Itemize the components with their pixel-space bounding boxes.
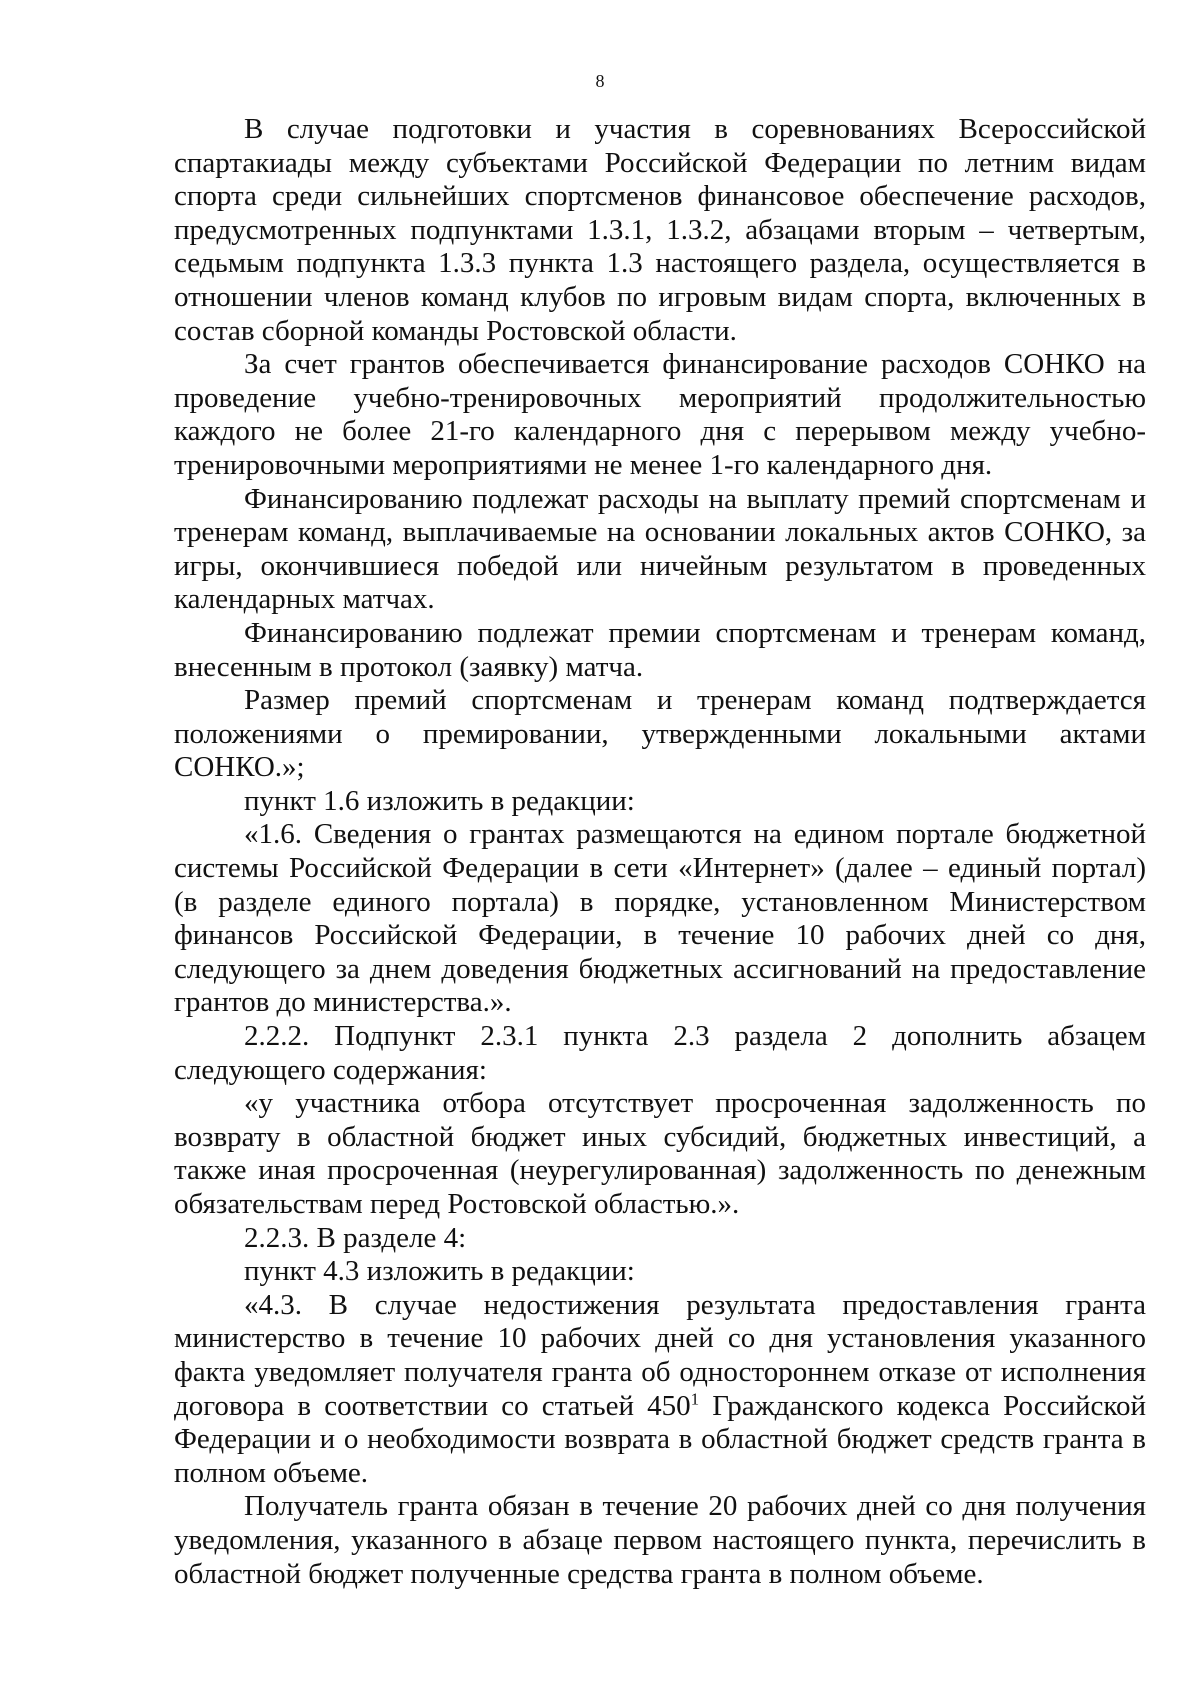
paragraph-grant-return: Получатель гранта обязан в течение 20 рабочих дней со дня получения уведомления, указанного в абзаце первом настоящего пункта, перечислить в областной бюджет полученные средства гранта в полном объеме. (174, 1490, 1146, 1590)
article-superscript: 1 (690, 1388, 700, 1408)
paragraph-training-events: За счет грантов обеспечивается финансирование расходов СОНКО на проведение учебно-тренировочных мероприятий продолжительностью каждого не более 21-го календарного дня с перерывом между учебно-тренировочными мероприятиями не менее 1-го календарного дня. (174, 348, 1146, 481)
paragraph-2-2-3: 2.2.3. В разделе 4: (244, 1221, 467, 1254)
paragraph-spartakiad-financing: В случае подготовки и участия в соревнованиях Всероссийской спартакиады между субъектами Российской Федерации по летним видам спорта среди сильнейших спортсменов финансовое обеспечение расходов, предусмотренных подпунктами 1.3.1, 1.3.2, абзацами вторым – четвертым, седьмым подпункта 1.3.3 пункта 1.3 настоящего раздела, осуществляется в отношении членов команд клубов по игровым видам спорта, включенных в состав сборной команды Ростовской области. (174, 113, 1146, 347)
document-body (174, 113, 1146, 1591)
paragraph-item-4-3-part-2: Гражданского кодекса Российской Федерации и о необходимости возврата в областной бюджет средств гранта в полном объеме. (174, 1389, 1146, 1489)
paragraph-bonus-payments: Финансированию подлежат расходы на выплату премий спортсменам и тренерам команд, выплачиваемые на основании локальных актов СОНКО, за игры, окончившиеся победой или ничейным результатом в проведенных календарных матчах. (174, 482, 1146, 616)
paragraph-item-4-3-intro: пункт 4.3 изложить в редакции: (244, 1255, 635, 1288)
page-number: 8 (595, 71, 605, 91)
paragraph-item-4-3-text (174, 1289, 1146, 1491)
paragraph-bonus-size: Размер премий спортсменам и тренерам команд подтверждается положениями о премировании, утвержденными локальными актами СОНКО.»; (174, 684, 1146, 784)
paragraph-item-1-6-intro: пункт 1.6 изложить в редакции: (244, 784, 635, 817)
paragraph-bonus-protocol: Финансированию подлежат премии спортсменам и тренерам команд, внесенным в протокол (заявку) матча. (174, 616, 1146, 683)
paragraph-2-2-2: 2.2.2. Подпункт 2.3.1 пункта 2.3 раздела 2 дополнить абзацем следующего содержания: (174, 1020, 1146, 1086)
paragraph-no-overdue-debt: «у участника отбора отсутствует просроченная задолженность по возврату в областной бюджет иных субсидий, бюджетных инвестиций, а также иная просроченная (неурегулированная) задолженность по денежным обязательствам перед Ростовской областью.». (174, 1087, 1146, 1220)
paragraph-item-4-3-part-1: «4.3. В случае недостижения результата предоставления гранта министерство в течение 10 рабочих дней со дня установления указанного факта уведомляет получателя гранта об одностороннем отказе от исполнения договора в соответствии со статьей 450 (174, 1288, 1146, 1422)
paragraph-item-1-6-text: «1.6. Сведения о грантах размещаются на едином портале бюджетной системы Российской Федерации в сети «Интернет» (далее – единый портал) (в разделе единого портала) в порядке, установленном Министерством финансов Российской Федерации, в течение 10 рабочих дней со дня, следующего за днем доведения бюджетных ассигнований на предоставление грантов до министерства.». (174, 818, 1146, 1019)
